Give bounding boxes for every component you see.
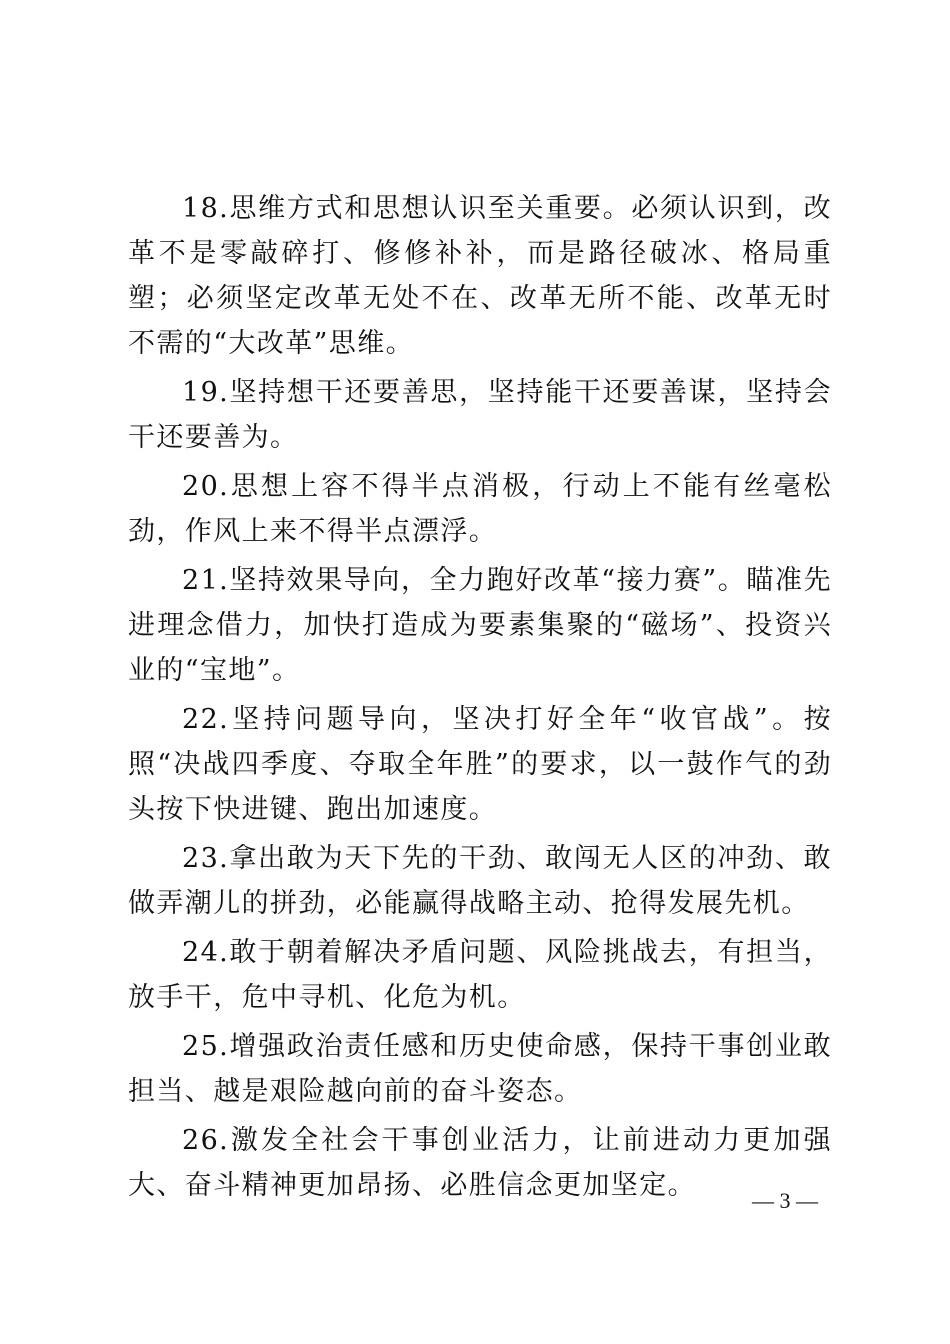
- paragraph-25: 25.增强政治责任感和历史使命感，保持干事创业敢担当、越是艰险越向前的奋斗姿态。: [128, 1031, 832, 1107]
- paragraph-26: 26.激发全社会干事创业活力，让前进动力更加强大、奋斗精神更加昂扬、必胜信念更加坚定。: [128, 1125, 832, 1201]
- paragraph-22: 22.坚持问题导向，坚决打好全年“收官战”。按照“决战四季度、夺取全年胜”的要求，以一鼓作气的劲头按下快进键、跑出加速度。: [128, 704, 832, 825]
- paragraph-23: 23.拿出敢为天下先的干劲、敢闯无人区的冲劲、敢做弄潮儿的拼劲，必能赢得战略主动、抢得发展先机。: [128, 843, 832, 919]
- paragraph-19: 19.坚持想干还要善思，坚持能干还要善谋，坚持会干还要善为。: [128, 377, 832, 453]
- document-body: [128, 186, 832, 1212]
- paragraph-18: 18.思维方式和思想认识至关重要。必须认识到，改革不是零敲碎打、修修补补，而是路径破冰、格局重塑；必须坚定改革无处不在、改革无所不能、改革无时不需的“大改革”思维。: [128, 193, 832, 359]
- page-number: — 3 —: [752, 1188, 818, 1213]
- paragraph-20: 20.思想上容不得半点消极，行动上不能有丝毫松劲，作风上来不得半点漂浮。: [128, 471, 832, 547]
- paragraph-24: 24.敢于朝着解决矛盾问题、风险挑战去，有担当，放手干，危中寻机、化危为机。: [128, 937, 832, 1013]
- paragraph-21: 21.坚持效果导向，全力跑好改革“接力赛”。瞄准先进理念借力，加快打造成为要素集聚的“磁场”、投资兴业的“宝地”。: [128, 565, 832, 686]
